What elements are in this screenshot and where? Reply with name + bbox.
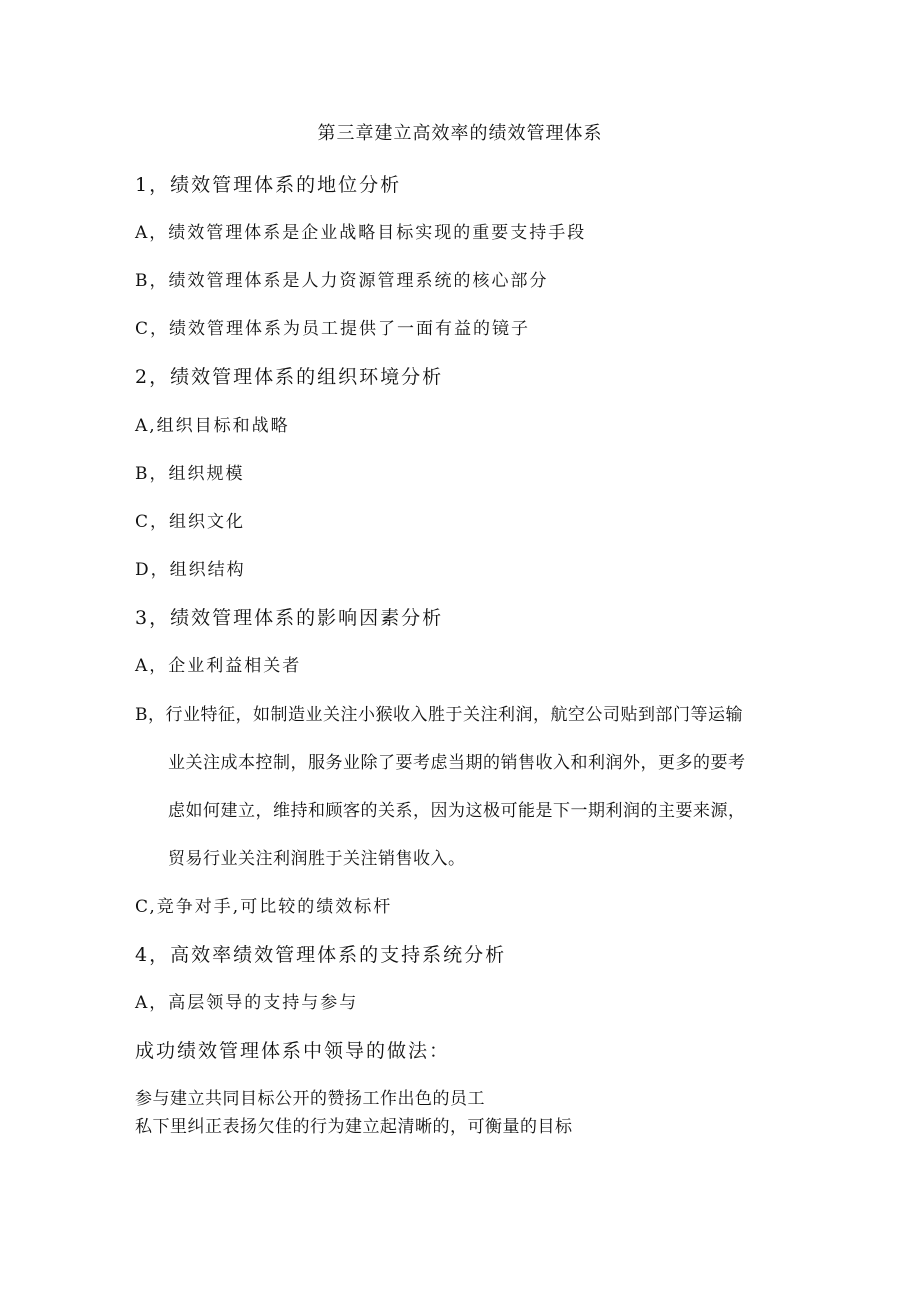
leader-practices-heading: 成功绩效管理体系中领导的做法： xyxy=(135,1040,451,1062)
section-2-item-d: D，组织结构 xyxy=(135,560,246,580)
section-heading-4: 4，高效率绩效管理体系的支持系统分析 xyxy=(135,944,507,966)
section-3-item-b-line-2: 业关注成本控制，服务业除了要考虑当期的销售收入和利润外，更多的要考 xyxy=(168,753,746,773)
section-3-item-a: A，企业利益相关者 xyxy=(135,656,302,676)
section-3-item-b-line-3: 虑如何建立，维持和顾客的关系，因为这极可能是下一期利润的主要来源， xyxy=(168,801,746,821)
section-4-item-a: A，高层领导的支持与参与 xyxy=(135,993,359,1013)
section-heading-2: 2，绩效管理体系的组织环境分析 xyxy=(135,366,444,388)
section-heading-1: 1，绩效管理体系的地位分析 xyxy=(135,174,402,196)
section-3-item-b-line-4: 贸易行业关注利润胜于关注销售收入。 xyxy=(168,849,466,869)
section-1-item-c: C，绩效管理体系为员工提供了一面有益的镜子 xyxy=(135,319,531,339)
section-2-item-a: A,组织目标和战略 xyxy=(135,416,290,436)
section-1-item-a: A，绩效管理体系是企业战略目标实现的重要支持手段 xyxy=(135,223,587,243)
section-1-item-b: B，绩效管理体系是人力资源管理系统的核心部分 xyxy=(135,271,549,291)
leader-practice-line-2: 私下里纠正表扬欠佳的行为建立起清晰的，可衡量的目标 xyxy=(135,1117,573,1137)
section-3-item-c: C,竞争对手,可比较的绩效标杆 xyxy=(135,897,393,917)
leader-practice-line-1: 参与建立共同目标公开的赞扬工作出色的员工 xyxy=(135,1089,485,1109)
section-3-item-b-line-1: B，行业特征，如制造业关注小猴收入胜于关注利润，航空公司贴到部门等运输 xyxy=(135,705,743,725)
section-2-item-c: C，组织文化 xyxy=(135,512,246,532)
section-heading-3: 3，绩效管理体系的影响因素分析 xyxy=(135,607,444,629)
document-title: 第三章建立高效率的绩效管理体系 xyxy=(317,123,603,144)
section-2-item-b: B，组织规模 xyxy=(135,464,245,484)
